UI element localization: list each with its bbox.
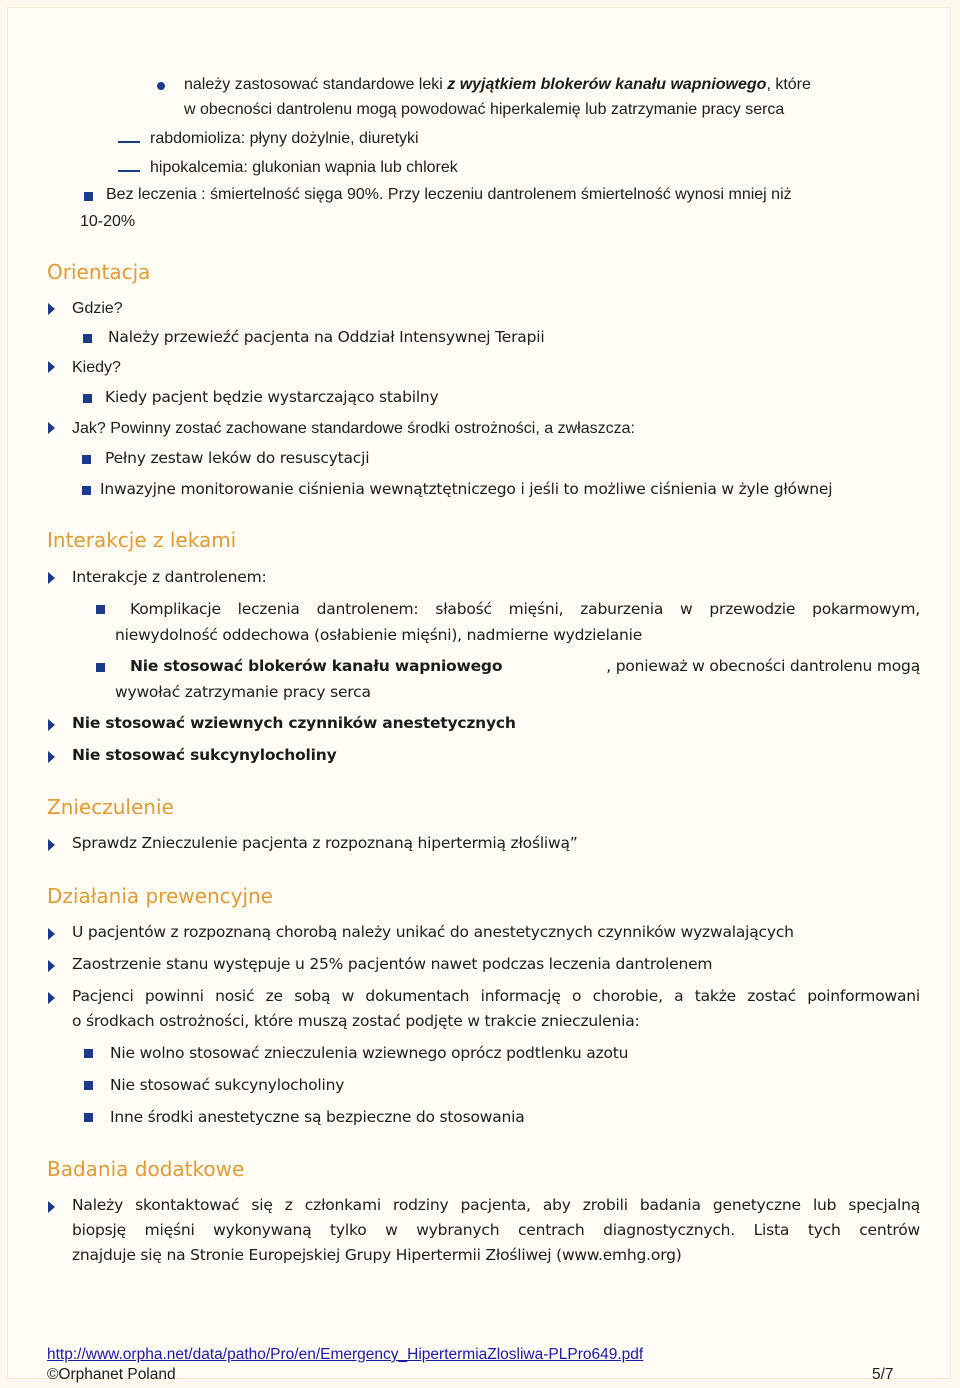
interakcje-item2: Nie stosować wziewnych czynników anestetycznych (72, 714, 516, 732)
square-bullet-icon (84, 1081, 93, 1090)
triangle-bullet-icon (48, 992, 55, 1004)
triangle-bullet-icon (48, 960, 55, 972)
znieczulenie-item1: Sprawdz Znieczulenie pacjenta z rozpoznaną hipertermią złośliwą” (72, 834, 578, 852)
dot-item-line1 (184, 76, 811, 94)
orientacja-gdzie-sub: Należy przewieźć pacjenta na Oddział Intensywnej Terapii (108, 328, 545, 346)
interakcje-item3: Nie stosować sukcynylocholiny (72, 746, 337, 764)
mortality-line1: Bez leczenia : śmiertelność sięga 90%. Przy leczeniu dantrolenem śmiertelność wynosi mniej niż (106, 186, 792, 203)
dot-item-text: należy zastosować standardowe leki (184, 76, 448, 93)
interakcje-sub1-line2: niewydolność oddechowa (osłabienie mięśni), nadmierne wydzielanie (115, 626, 643, 644)
triangle-bullet-icon (48, 361, 55, 373)
page-number: 5/7 (872, 1366, 894, 1383)
triangle-bullet-icon (48, 719, 55, 731)
badania-line1: Należy skontaktować się z członkami rodziny pacjenta, aby zrobili badania genetyczne lub specjalną (72, 1196, 920, 1214)
dash-item-2: hipokalcemia: glukonian wapnia lub chlorek (150, 159, 458, 176)
square-bullet-icon (84, 1049, 93, 1058)
dash-item-1: rabdomioliza: płyny dożylnie, diuretyki (150, 130, 419, 147)
triangle-bullet-icon (48, 751, 55, 763)
orientacja-gdzie: Gdzie? (72, 300, 123, 317)
badania-line2: biopsję mięśni wykonywaną tylko w wybranych centrach diagnostycznych. Lista tych centrów (72, 1221, 920, 1239)
interakcje-sub1-line1: Komplikacje leczenia dantrolenem: słabość mięśni, zaburzenia w przewodzie pokarmowym, (130, 600, 920, 618)
section-heading-orientacja: Orientacja (47, 260, 151, 284)
square-bullet-icon (82, 486, 91, 495)
prewencja-item2: Zaostrzenie stanu występuje u 25% pacjentów nawet podczas leczenia dantrolenem (72, 955, 713, 973)
dash-bullet-icon (118, 170, 140, 172)
orientacja-jak-sub1: Pełny zestaw leków do resuscytacji (105, 449, 370, 467)
section-heading-prewencja: Działania prewencyjne (47, 884, 273, 908)
prewencja-sub3: Inne środki anestetyczne są bezpieczne do stosowania (110, 1108, 525, 1126)
interakcje-sub2-line1 (130, 657, 920, 675)
interakcje-item1: Interakcje z dantrolenem: (72, 568, 267, 586)
prewencja-item1: U pacjentów z rozpoznaną chorobą należy unikać do anestetycznych czynników wyzwalających (72, 923, 794, 941)
triangle-bullet-icon (48, 928, 55, 940)
orientacja-jak-sub2: Inwazyjne monitorowanie ciśnienia wewnątztętniczego i jeśli to możliwe ciśnienia w żyle głównej (100, 480, 833, 498)
orientacja-kiedy: Kiedy? (72, 359, 121, 376)
square-bullet-icon (96, 605, 105, 614)
dot-item-line2: w obecności dantrolenu mogą powodować hiperkalemię lub zatrzymanie pracy serca (184, 101, 785, 118)
section-heading-interakcje: Interakcje z lekami (47, 528, 237, 552)
dot-item-bold: z wyjątkiem blokerów kanału wapniowego (447, 76, 767, 93)
triangle-bullet-icon (48, 303, 55, 315)
orientacja-kiedy-sub: Kiedy pacjent będzie wystarczająco stabilny (105, 388, 439, 406)
mortality-line2: 10-20% (80, 213, 136, 230)
badania-line3: znajduje się na Stronie Europejskiej Grupy Hipertermii Złośliwej (www.emhg.org) (72, 1246, 682, 1264)
triangle-bullet-icon (48, 422, 55, 434)
triangle-bullet-icon (48, 1201, 55, 1213)
prewencja-item3-line2: o środkach ostrożności, które muszą zostać podjęte w trakcie znieczulenia: (72, 1012, 640, 1030)
triangle-bullet-icon (48, 572, 55, 584)
prewencja-sub2: Nie stosować sukcynylocholiny (110, 1076, 345, 1094)
dot-item-tail: , które (766, 76, 811, 93)
square-bullet-icon (84, 192, 93, 201)
prewencja-item3-line1: Pacjenci powinni nosić ze sobą w dokumentach informację o chorobie, a także zostać poinformowani (72, 987, 920, 1005)
dash-bullet-icon (118, 141, 140, 143)
square-bullet-icon (84, 1113, 93, 1122)
square-bullet-icon (83, 334, 92, 343)
prewencja-sub1: Nie wolno stosować znieczulenia wziewnego oprócz podtlenku azotu (110, 1044, 629, 1062)
square-bullet-icon (82, 455, 91, 464)
section-heading-badania: Badania dodatkowe (47, 1157, 245, 1181)
bullet-dot-icon (157, 82, 165, 90)
interakcje-sub2-tail: , ponieważ w obecności dantrolenu mogą (606, 657, 920, 675)
triangle-bullet-icon (48, 839, 55, 851)
interakcje-sub2-line2: wywołać zatrzymanie pracy serca (115, 683, 371, 701)
interakcje-sub2-bold: Nie stosować blokerów kanału wapniowego (130, 657, 503, 675)
square-bullet-icon (83, 394, 92, 403)
square-bullet-icon (96, 663, 105, 672)
footer-link[interactable]: http://www.orpha.net/data/patho/Pro/en/Emergency_HipertermiaZlosliwa-PLPro649.pdf (47, 1346, 644, 1363)
orientacja-jak: Jak? Powinny zostać zachowane standardowe środki ostrożności, a zwłaszcza: (72, 420, 635, 437)
section-heading-znieczulenie: Znieczulenie (47, 795, 174, 819)
footer-organization: ©Orphanet Poland (47, 1366, 176, 1383)
